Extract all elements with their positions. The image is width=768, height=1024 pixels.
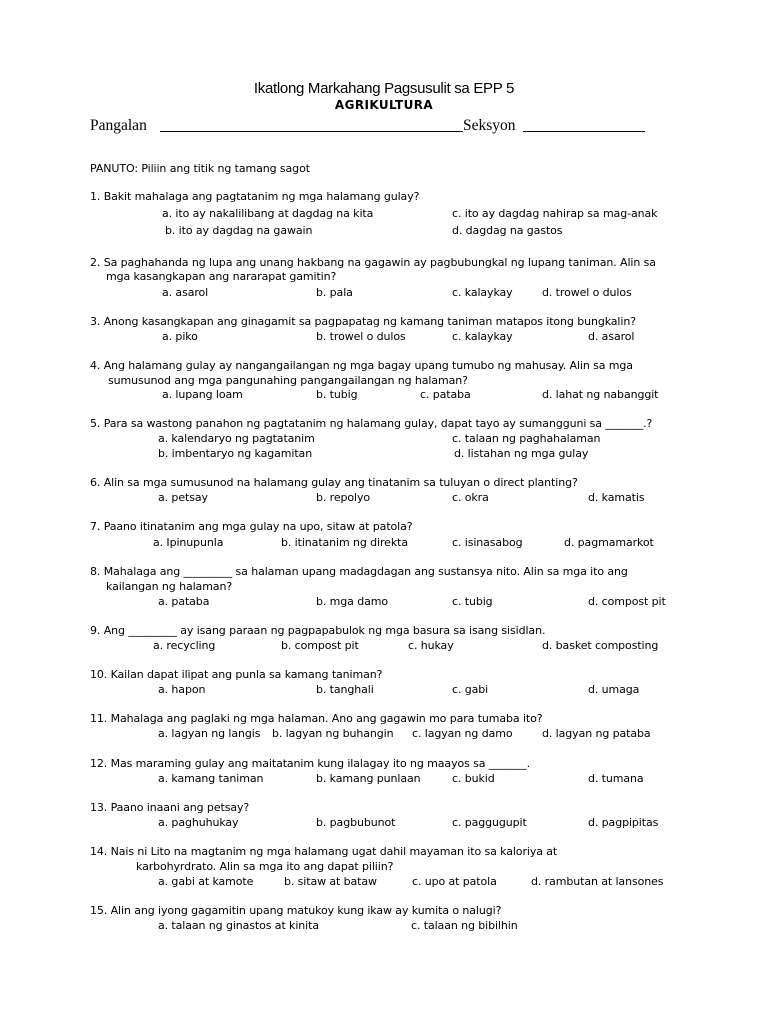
question-7-choice-d: d. pagmamarkot <box>564 536 654 549</box>
question-3-choice-c: c. kalaykay <box>452 330 513 343</box>
question-6-choice-a: a. petsay <box>158 491 208 504</box>
question-12-choice-c: c. bukid <box>452 772 495 785</box>
question-15-choice-a: a. talaan ng ginastos at kinita <box>158 919 319 932</box>
question-5-choice-c: c. talaan ng paghahalaman <box>452 432 601 445</box>
question-12-choice-d: d. tumana <box>588 772 644 785</box>
question-2-text-cont: mga kasangkapan ang nararapat gamitin? <box>106 270 337 283</box>
question-4-choice-b: b. tubig <box>316 388 358 401</box>
question-2-choice-a: a. asarol <box>162 286 209 299</box>
question-3-text: 3. Anong kasangkapan ang ginagamit sa pagpapatag ng kamang taniman matapos itong bungkalin? <box>90 315 636 328</box>
question-3-choice-a: a. piko <box>162 330 198 343</box>
question-7-text: 7. Paano itinatanim ang mga gulay na upo, sitaw at patola? <box>90 520 413 533</box>
question-14-choice-b: b. sitaw at bataw <box>284 875 377 888</box>
question-14-choice-d: d. rambutan at lansones <box>531 875 664 888</box>
question-4-text: 4. Ang halamang gulay ay nangangailangan ng mga bagay upang tumubo ng mahusay. Alin sa mga <box>90 359 633 372</box>
section-label: Seksyon <box>463 117 516 134</box>
question-9-choice-a: a. recycling <box>153 639 216 652</box>
question-11-choice-a: a. lagyan ng langis <box>158 727 261 740</box>
question-5-choice-d: d. listahan ng mga gulay <box>454 447 589 460</box>
question-10-text: 10. Kailan dapat ilipat ang punla sa kamang taniman? <box>90 668 383 681</box>
question-1-text: 1. Bakit mahalaga ang pagtatanim ng mga halamang gulay? <box>90 190 420 203</box>
question-8-text: 8. Mahalaga ang _________ sa halaman upang madagdagan ang sustansya nito. Alin sa mga ito ang <box>90 565 628 578</box>
question-13-text: 13. Paano inaani ang petsay? <box>90 801 250 814</box>
question-8-choice-a: a. pataba <box>158 595 210 608</box>
question-13-choice-a: a. paghuhukay <box>158 816 239 829</box>
question-13-choice-d: d. pagpipitas <box>588 816 659 829</box>
question-15-choice-c: c. talaan ng bibilhin <box>411 919 518 932</box>
question-3-choice-d: d. asarol <box>588 330 635 343</box>
question-8-choice-d: d. compost pit <box>588 595 666 608</box>
question-2-choice-c: c. kalaykay <box>452 286 513 299</box>
question-9-choice-d: d. basket composting <box>542 639 659 652</box>
question-9-text: 9. Ang _________ ay isang paraan ng pagpapabulok ng mga basura sa isang sisidlan. <box>90 624 546 637</box>
question-5-text: 5. Para sa wastong panahon ng pagtatanim ng halamang gulay, dapat tayo ay sumangguni sa _______.? <box>90 417 653 430</box>
question-14-choice-a: a. gabi at kamote <box>158 875 254 888</box>
question-4-choice-c: c. pataba <box>420 388 471 401</box>
question-2-text: 2. Sa paghahanda ng lupa ang unang hakbang na gagawin ay pagbubungkal ng lupang taniman. Alin sa <box>90 256 656 269</box>
section-blank-line <box>523 131 645 132</box>
question-3-choice-b: b. trowel o dulos <box>316 330 406 343</box>
question-1-choice-b: b. ito ay dagdag na gawain <box>165 224 313 237</box>
question-13-choice-b: b. pagbubunot <box>316 816 396 829</box>
question-8-choice-b: b. mga damo <box>316 595 388 608</box>
question-14-text-cont: karbohyrdrato. Alin sa mga ito ang dapat piliin? <box>136 860 394 873</box>
question-9-choice-c: c. hukay <box>408 639 454 652</box>
question-12-choice-a: a. kamang taniman <box>158 772 264 785</box>
question-10-choice-d: d. umaga <box>588 683 640 696</box>
question-6-choice-b: b. repolyo <box>316 491 371 504</box>
question-9-choice-b: b. compost pit <box>281 639 359 652</box>
question-14-choice-c: c. upo at patola <box>412 875 497 888</box>
name-section-line <box>90 117 670 139</box>
question-1-choice-a: a. ito ay nakalilibang at dagdag na kita <box>162 207 374 220</box>
question-8-choice-c: c. tubig <box>452 595 493 608</box>
question-11-choice-c: c. lagyan ng damo <box>412 727 513 740</box>
question-11-choice-b: b. lagyan ng buhangin <box>272 727 394 740</box>
question-4-text-cont: sumusunod ang mga pangunahing pangangailangan ng halaman? <box>108 374 468 387</box>
question-7-choice-a: a. Ipinupunla <box>153 536 224 549</box>
question-13-choice-c: c. paggugupit <box>452 816 527 829</box>
question-12-text: 12. Mas maraming gulay ang maitatanim kung ilalagay ito ng maayos sa _______. <box>90 757 531 770</box>
question-5-choice-a: a. kalendaryo ng pagtatanim <box>158 432 315 445</box>
question-5-choice-b: b. imbentaryo ng kagamitan <box>158 447 313 460</box>
question-4-choice-d: d. lahat ng nabanggit <box>542 388 659 401</box>
question-6-text: 6. Alin sa mga sumusunod na halamang gulay ang tinatanim sa tuluyan o direct planting? <box>90 476 578 489</box>
question-8-text-cont: kailangan ng halaman? <box>106 580 233 593</box>
exam-title: Ikatlong Markahang Pagsusulit sa EPP 5 <box>253 80 515 97</box>
question-7-choice-b: b. itinatanim ng direkta <box>281 536 408 549</box>
question-11-text: 11. Mahalaga ang paglaki ng mga halaman. Ano ang gagawin mo para tumaba ito? <box>90 712 543 725</box>
question-12-choice-b: b. kamang punlaan <box>316 772 421 785</box>
question-14-text: 14. Nais ni Lito na magtanim ng mga halamang ugat dahil mayaman ito sa kaloriya at <box>90 845 558 858</box>
instructions: PANUTO: Piliin ang titik ng tamang sagot <box>90 162 310 175</box>
question-1-choice-d: d. dagdag na gastos <box>452 224 563 237</box>
question-2-choice-d: d. trowel o dulos <box>542 286 632 299</box>
question-10-choice-c: c. gabi <box>452 683 489 696</box>
name-label: Pangalan <box>90 117 147 134</box>
question-2-choice-b: b. pala <box>316 286 353 299</box>
exam-subtitle: AGRIKULTURA <box>334 98 434 112</box>
question-11-choice-d: d. lagyan ng pataba <box>542 727 651 740</box>
question-10-choice-b: b. tanghali <box>316 683 374 696</box>
question-15-text: 15. Alin ang iyong gagamitin upang matukoy kung ikaw ay kumita o nalugi? <box>90 904 502 917</box>
question-4-choice-a: a. lupang loam <box>162 388 243 401</box>
question-7-choice-c: c. isinasabog <box>452 536 523 549</box>
question-6-choice-c: c. okra <box>452 491 489 504</box>
name-blank-line <box>160 131 463 132</box>
question-1-choice-c: c. ito ay dagdag nahirap sa mag-anak <box>452 207 658 220</box>
question-6-choice-d: d. kamatis <box>588 491 645 504</box>
question-10-choice-a: a. hapon <box>158 683 206 696</box>
